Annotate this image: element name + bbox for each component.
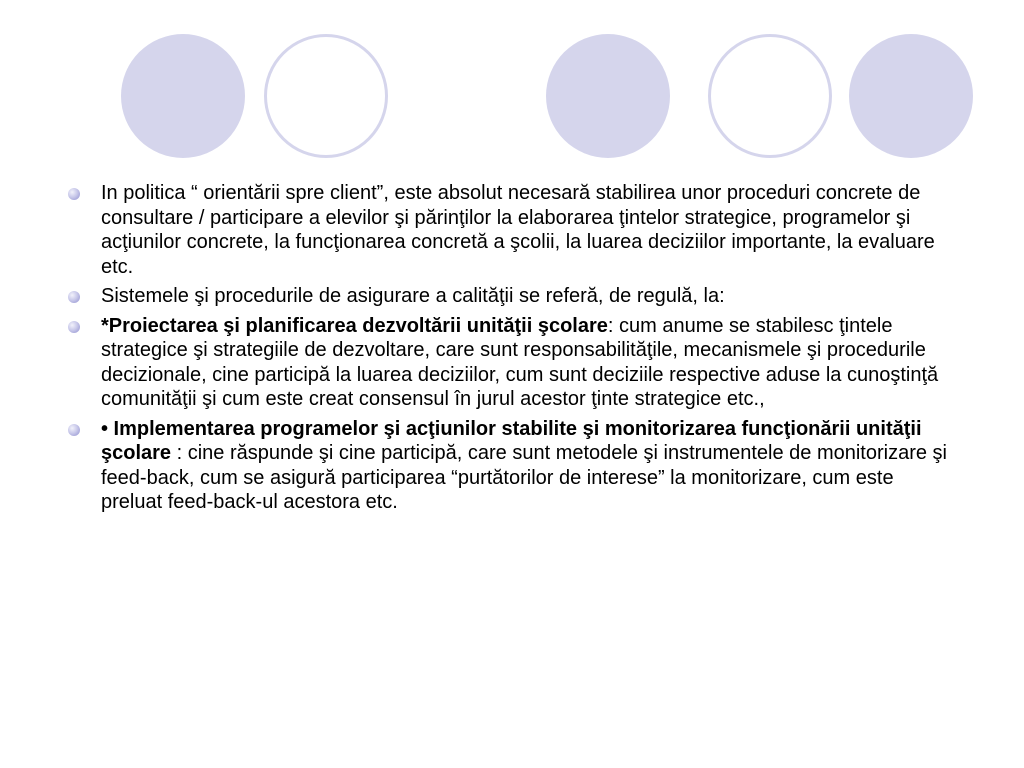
decorative-circle-filled (849, 34, 973, 158)
bullet-icon (68, 321, 80, 333)
decorative-circle-outline (708, 34, 832, 158)
bullet-list (64, 181, 960, 515)
decorative-circle-filled (121, 34, 245, 158)
decorative-circle-outline (264, 34, 388, 158)
decorative-circle-filled (546, 34, 670, 158)
bullet-item-proiectarea (64, 314, 960, 412)
bullet-text: : cine răspunde şi cine participă, care sunt metodele şi instrumentele de monitorizare şi feed-back, cum se asigură participarea “purtătorilor de interese” la monitorizare, cum este preluat feed-back-ul acestora etc. (101, 442, 947, 513)
bullet-item-sisteme-proceduri (64, 284, 960, 309)
bullet-item-politica-client (64, 181, 960, 279)
bullet-text: In politica “ orientării spre client”, este absolut necesară stabilirea unor proceduri concrete de consultare / participare a elevilor şi părinţilor la elaborarea ţintelor strategice, programelor şi acţiunilor concrete, la funcţionarea concretă a şcolii, la luarea deciziilor importante, la evaluare etc. (101, 182, 935, 278)
slide-body (64, 181, 960, 520)
bullet-heading: *Proiectarea şi planificarea dezvoltării unităţii şcolare (101, 314, 608, 337)
bullet-text: Sistemele şi procedurile de asigurare a calităţii se referă, de regulă, la: (101, 285, 725, 307)
bullet-icon (68, 424, 80, 436)
bullet-icon (68, 188, 80, 200)
bullet-heading: • Implementarea programelor şi acţiunilor stabilite şi monitorizarea funcţionării unităţii şcolare (101, 417, 922, 464)
bullet-item-implementarea (64, 417, 960, 515)
bullet-icon (68, 291, 80, 303)
bullet-text: : cum anume se stabilesc ţintele strategice şi strategiile de dezvoltare, care sunt responsabilităţile, mecanismele şi procedurile decizionale, cine participă la luarea deciziilor, cum sunt deciziile respective aduse la cunoştinţă comunităţii şi cum este creat consensul în jurul acestor ţinte strategice etc., (101, 314, 939, 410)
